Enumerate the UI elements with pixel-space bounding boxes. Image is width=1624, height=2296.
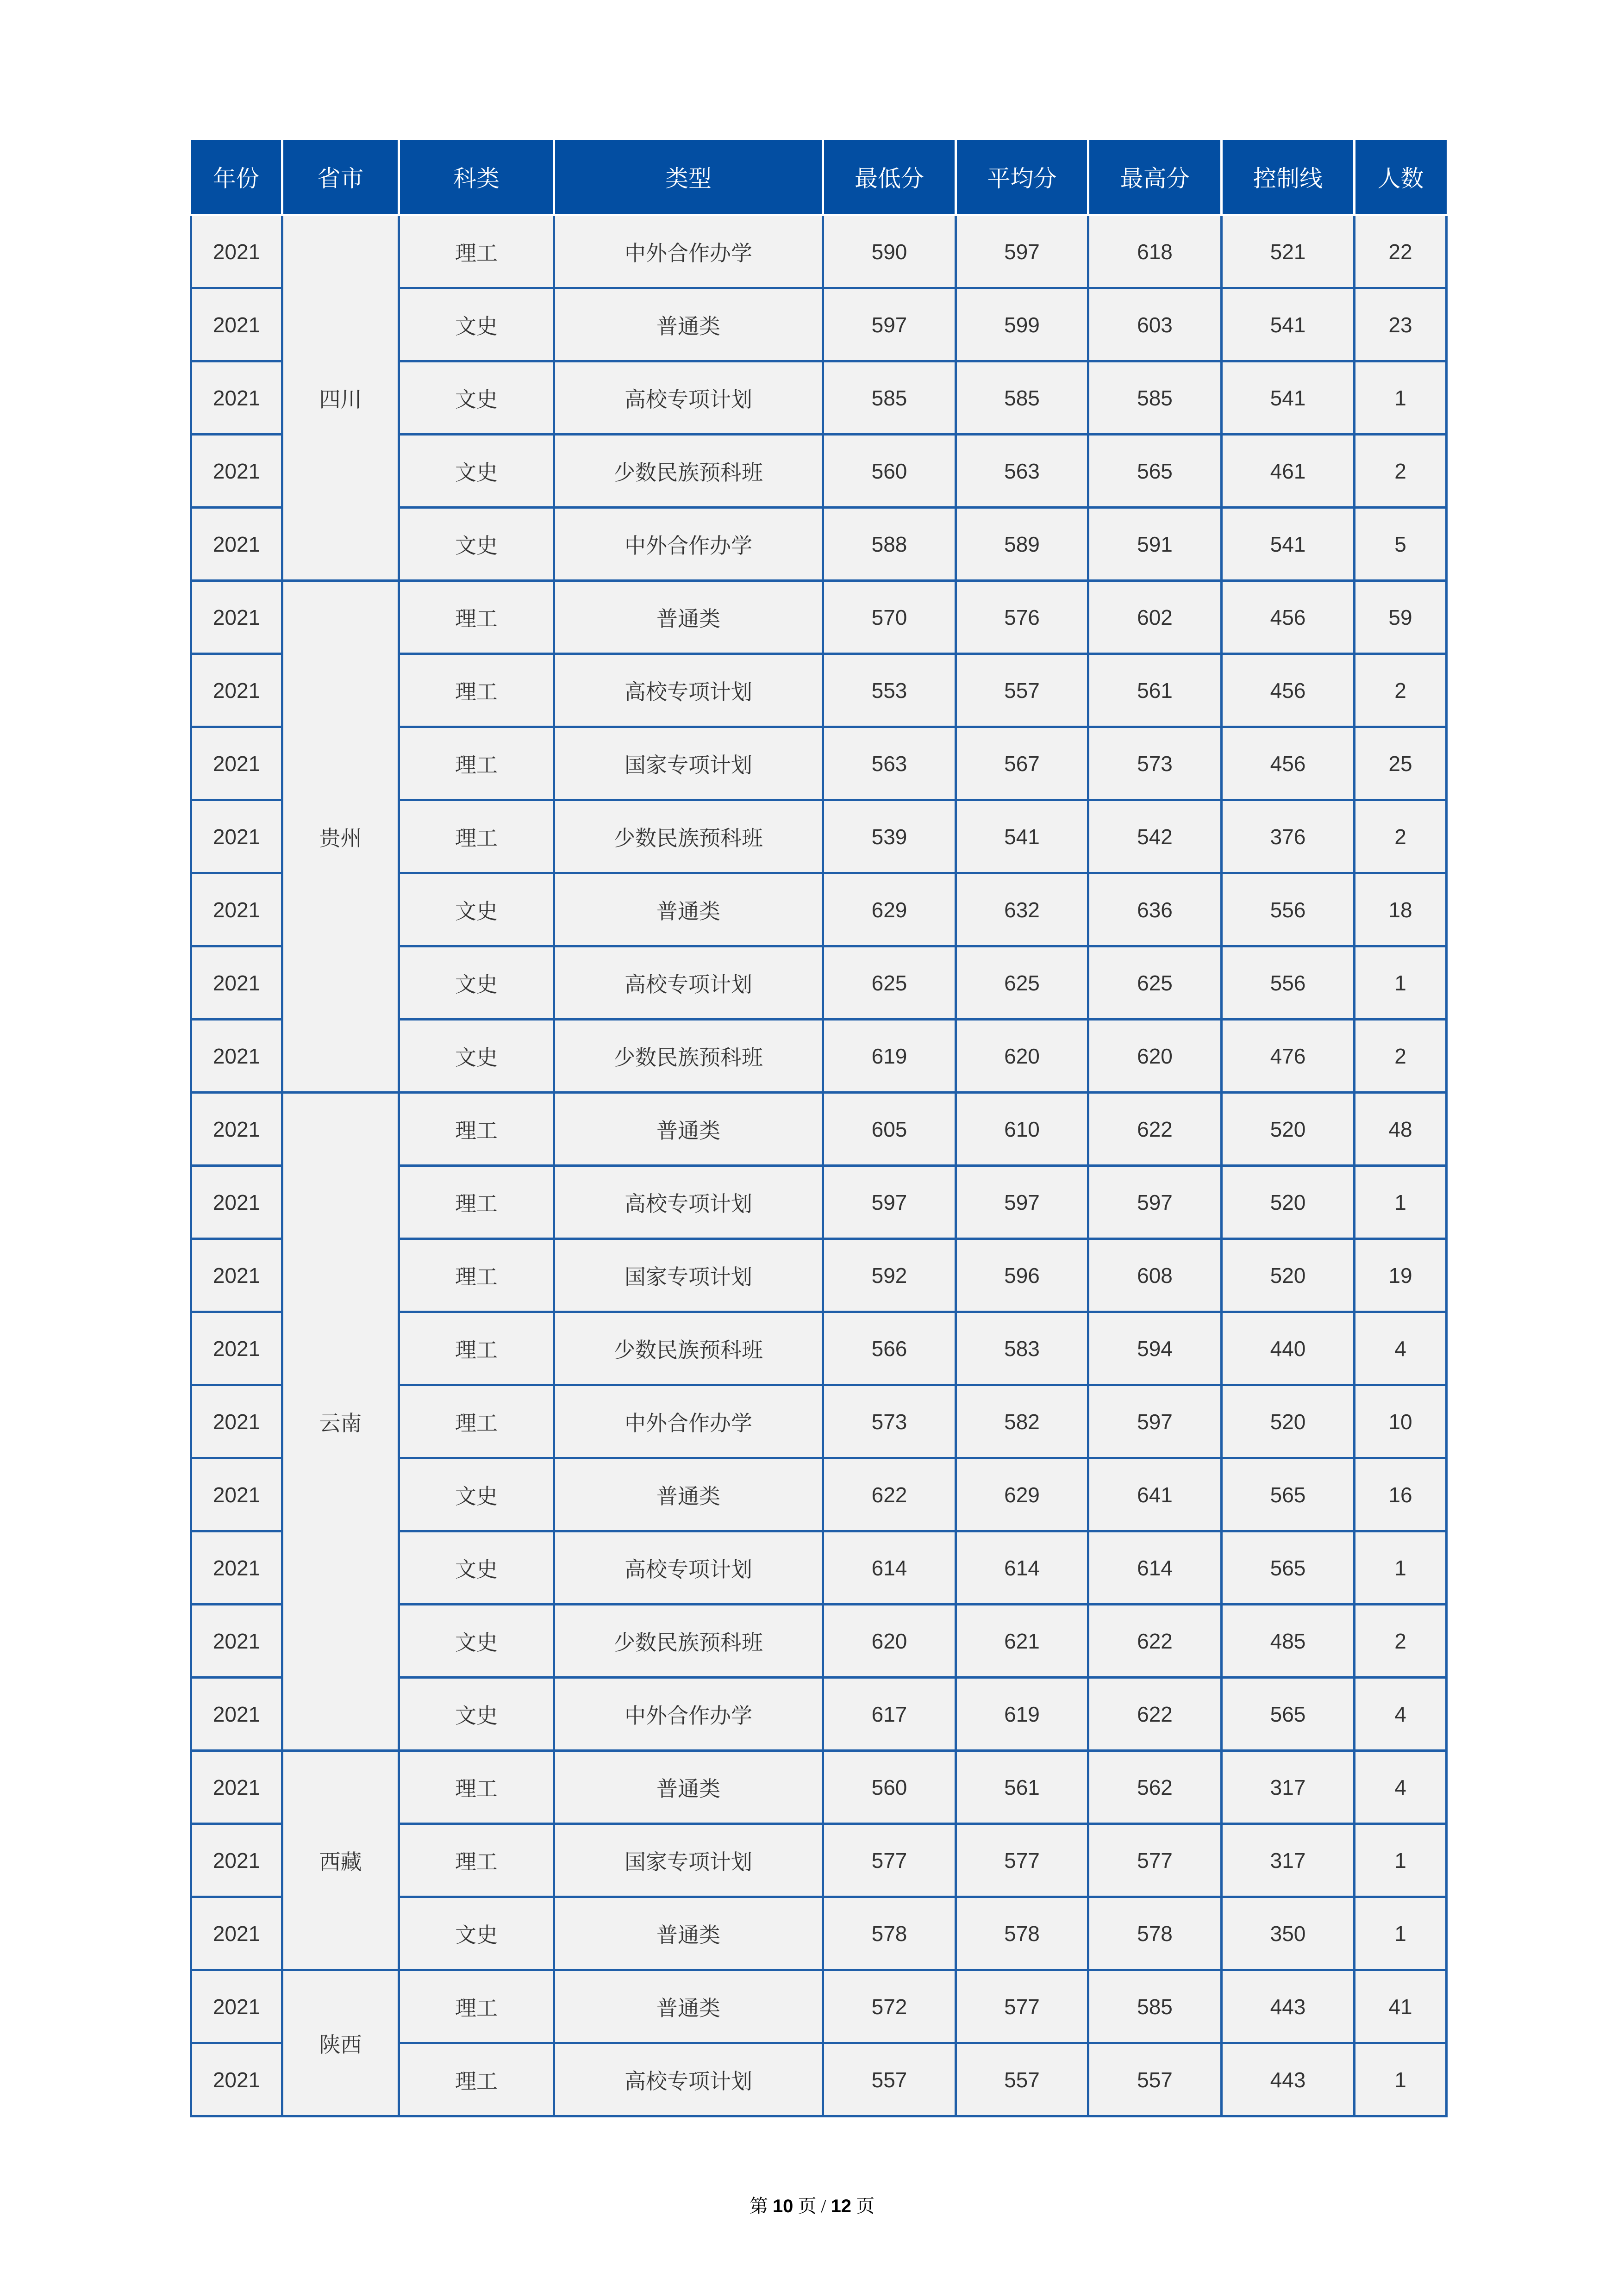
cell-avg-score: 610 xyxy=(956,1093,1088,1166)
cell-subject: 文史 xyxy=(399,508,554,581)
current-page-number: 10 xyxy=(772,2196,793,2216)
cell-count: 2 xyxy=(1355,1020,1447,1093)
cell-min-score: 553 xyxy=(823,654,956,727)
cell-min-score: 597 xyxy=(823,1166,956,1239)
cell-subject: 文史 xyxy=(399,946,554,1020)
cell-max-score: 597 xyxy=(1088,1166,1222,1239)
cell-min-score: 590 xyxy=(823,215,956,288)
cell-avg-score: 541 xyxy=(956,800,1088,873)
cell-year: 2021 xyxy=(191,2043,282,2116)
cell-control-line: 520 xyxy=(1222,1166,1355,1239)
cell-min-score: 597 xyxy=(823,288,956,361)
cell-year: 2021 xyxy=(191,1824,282,1897)
cell-count: 2 xyxy=(1355,435,1447,508)
cell-min-score: 614 xyxy=(823,1531,956,1605)
cell-year: 2021 xyxy=(191,1605,282,1678)
cell-min-score: 617 xyxy=(823,1678,956,1751)
cell-subject: 文史 xyxy=(399,1458,554,1531)
cell-year: 2021 xyxy=(191,1312,282,1385)
cell-max-score: 577 xyxy=(1088,1824,1222,1897)
cell-type: 国家专项计划 xyxy=(554,1239,823,1312)
cell-max-score: 557 xyxy=(1088,2043,1222,2116)
cell-min-score: 619 xyxy=(823,1020,956,1093)
cell-avg-score: 561 xyxy=(956,1751,1088,1824)
cell-control-line: 317 xyxy=(1222,1751,1355,1824)
cell-control-line: 565 xyxy=(1222,1531,1355,1605)
cell-type: 中外合作办学 xyxy=(554,1678,823,1751)
cell-subject: 理工 xyxy=(399,1824,554,1897)
cell-type: 中外合作办学 xyxy=(554,1385,823,1458)
cell-avg-score: 578 xyxy=(956,1897,1088,1970)
cell-max-score: 561 xyxy=(1088,654,1222,727)
cell-min-score: 577 xyxy=(823,1824,956,1897)
cell-min-score: 572 xyxy=(823,1970,956,2043)
cell-min-score: 557 xyxy=(823,2043,956,2116)
cell-count: 1 xyxy=(1355,361,1447,435)
cell-type: 普通类 xyxy=(554,1093,823,1166)
cell-avg-score: 614 xyxy=(956,1531,1088,1605)
cell-subject: 理工 xyxy=(399,1385,554,1458)
cell-count: 4 xyxy=(1355,1751,1447,1824)
cell-control-line: 565 xyxy=(1222,1678,1355,1751)
cell-year: 2021 xyxy=(191,873,282,946)
cell-year: 2021 xyxy=(191,727,282,800)
cell-max-score: 542 xyxy=(1088,800,1222,873)
cell-type: 少数民族预科班 xyxy=(554,1312,823,1385)
cell-avg-score: 582 xyxy=(956,1385,1088,1458)
footer-prefix: 第 xyxy=(749,2196,768,2216)
cell-avg-score: 589 xyxy=(956,508,1088,581)
cell-count: 23 xyxy=(1355,288,1447,361)
cell-min-score: 585 xyxy=(823,361,956,435)
cell-control-line: 520 xyxy=(1222,1093,1355,1166)
cell-type: 中外合作办学 xyxy=(554,215,823,288)
cell-max-score: 585 xyxy=(1088,1970,1222,2043)
cell-control-line: 350 xyxy=(1222,1897,1355,1970)
cell-count: 1 xyxy=(1355,946,1447,1020)
cell-year: 2021 xyxy=(191,800,282,873)
table-row xyxy=(191,1970,1447,2043)
cell-count: 1 xyxy=(1355,1166,1447,1239)
cell-max-score: 585 xyxy=(1088,361,1222,435)
cell-max-score: 641 xyxy=(1088,1458,1222,1531)
table-row xyxy=(191,581,1447,654)
cell-max-score: 622 xyxy=(1088,1678,1222,1751)
footer-middle: 页 / xyxy=(798,2196,826,2216)
cell-min-score: 592 xyxy=(823,1239,956,1312)
cell-year: 2021 xyxy=(191,946,282,1020)
cell-max-score: 614 xyxy=(1088,1531,1222,1605)
cell-count: 18 xyxy=(1355,873,1447,946)
cell-avg-score: 620 xyxy=(956,1020,1088,1093)
cell-min-score: 588 xyxy=(823,508,956,581)
cell-count: 16 xyxy=(1355,1458,1447,1531)
cell-subject: 理工 xyxy=(399,581,554,654)
cell-avg-score: 625 xyxy=(956,946,1088,1020)
cell-province: 云南 xyxy=(282,1093,399,1751)
table-header-row xyxy=(191,140,1447,215)
page-footer xyxy=(0,2191,1624,2218)
cell-count: 10 xyxy=(1355,1385,1447,1458)
cell-min-score: 566 xyxy=(823,1312,956,1385)
cell-avg-score: 597 xyxy=(956,215,1088,288)
cell-control-line: 541 xyxy=(1222,361,1355,435)
cell-min-score: 622 xyxy=(823,1458,956,1531)
cell-type: 国家专项计划 xyxy=(554,727,823,800)
cell-max-score: 602 xyxy=(1088,581,1222,654)
cell-avg-score: 599 xyxy=(956,288,1088,361)
table-row xyxy=(191,1751,1447,1824)
cell-count: 1 xyxy=(1355,1897,1447,1970)
cell-subject: 文史 xyxy=(399,1605,554,1678)
cell-count: 2 xyxy=(1355,1605,1447,1678)
cell-year: 2021 xyxy=(191,1897,282,1970)
cell-avg-score: 563 xyxy=(956,435,1088,508)
cell-year: 2021 xyxy=(191,581,282,654)
cell-type: 普通类 xyxy=(554,581,823,654)
cell-year: 2021 xyxy=(191,1020,282,1093)
cell-province: 陕西 xyxy=(282,1970,399,2116)
cell-control-line: 456 xyxy=(1222,727,1355,800)
cell-subject: 文史 xyxy=(399,1020,554,1093)
cell-min-score: 563 xyxy=(823,727,956,800)
cell-max-score: 608 xyxy=(1088,1239,1222,1312)
cell-count: 48 xyxy=(1355,1093,1447,1166)
cell-subject: 文史 xyxy=(399,873,554,946)
cell-count: 25 xyxy=(1355,727,1447,800)
cell-year: 2021 xyxy=(191,1531,282,1605)
cell-max-score: 618 xyxy=(1088,215,1222,288)
cell-max-score: 591 xyxy=(1088,508,1222,581)
cell-subject: 理工 xyxy=(399,2043,554,2116)
cell-max-score: 578 xyxy=(1088,1897,1222,1970)
cell-min-score: 560 xyxy=(823,1751,956,1824)
cell-year: 2021 xyxy=(191,1458,282,1531)
cell-year: 2021 xyxy=(191,361,282,435)
cell-control-line: 461 xyxy=(1222,435,1355,508)
cell-avg-score: 577 xyxy=(956,1824,1088,1897)
cell-type: 国家专项计划 xyxy=(554,1824,823,1897)
cell-avg-score: 577 xyxy=(956,1970,1088,2043)
cell-subject: 理工 xyxy=(399,1970,554,2043)
cell-avg-score: 557 xyxy=(956,2043,1088,2116)
cell-min-score: 605 xyxy=(823,1093,956,1166)
cell-count: 59 xyxy=(1355,581,1447,654)
cell-control-line: 317 xyxy=(1222,1824,1355,1897)
cell-max-score: 603 xyxy=(1088,288,1222,361)
cell-subject: 理工 xyxy=(399,1312,554,1385)
cell-count: 19 xyxy=(1355,1239,1447,1312)
cell-year: 2021 xyxy=(191,1239,282,1312)
cell-type: 中外合作办学 xyxy=(554,508,823,581)
admission-scores-table xyxy=(190,140,1448,2117)
header-control-line: 控制线 xyxy=(1222,140,1355,215)
header-avg-score: 平均分 xyxy=(956,140,1088,215)
header-year: 年份 xyxy=(191,140,282,215)
cell-max-score: 562 xyxy=(1088,1751,1222,1824)
cell-min-score: 578 xyxy=(823,1897,956,1970)
cell-type: 普通类 xyxy=(554,1897,823,1970)
cell-count: 4 xyxy=(1355,1312,1447,1385)
header-type: 类型 xyxy=(554,140,823,215)
cell-subject: 文史 xyxy=(399,435,554,508)
total-pages-number: 12 xyxy=(831,2196,852,2216)
cell-type: 普通类 xyxy=(554,1458,823,1531)
table-body xyxy=(191,215,1447,2116)
cell-subject: 理工 xyxy=(399,1166,554,1239)
cell-type: 普通类 xyxy=(554,1970,823,2043)
cell-type: 普通类 xyxy=(554,288,823,361)
table-row xyxy=(191,215,1447,288)
cell-year: 2021 xyxy=(191,1385,282,1458)
cell-control-line: 485 xyxy=(1222,1605,1355,1678)
cell-subject: 文史 xyxy=(399,1897,554,1970)
cell-control-line: 376 xyxy=(1222,800,1355,873)
cell-max-score: 622 xyxy=(1088,1093,1222,1166)
cell-min-score: 560 xyxy=(823,435,956,508)
cell-control-line: 541 xyxy=(1222,508,1355,581)
cell-type: 少数民族预科班 xyxy=(554,1605,823,1678)
cell-subject: 理工 xyxy=(399,215,554,288)
cell-year: 2021 xyxy=(191,288,282,361)
cell-year: 2021 xyxy=(191,215,282,288)
cell-subject: 理工 xyxy=(399,800,554,873)
cell-subject: 理工 xyxy=(399,1751,554,1824)
cell-avg-score: 632 xyxy=(956,873,1088,946)
cell-min-score: 539 xyxy=(823,800,956,873)
cell-control-line: 443 xyxy=(1222,1970,1355,2043)
cell-type: 高校专项计划 xyxy=(554,654,823,727)
cell-control-line: 521 xyxy=(1222,215,1355,288)
cell-count: 22 xyxy=(1355,215,1447,288)
cell-control-line: 556 xyxy=(1222,873,1355,946)
cell-count: 2 xyxy=(1355,800,1447,873)
cell-control-line: 456 xyxy=(1222,581,1355,654)
header-province: 省市 xyxy=(282,140,399,215)
cell-count: 1 xyxy=(1355,2043,1447,2116)
cell-province: 西藏 xyxy=(282,1751,399,1970)
cell-year: 2021 xyxy=(191,1678,282,1751)
cell-province: 四川 xyxy=(282,215,399,581)
cell-avg-score: 619 xyxy=(956,1678,1088,1751)
cell-subject: 理工 xyxy=(399,727,554,800)
cell-control-line: 443 xyxy=(1222,2043,1355,2116)
cell-count: 4 xyxy=(1355,1678,1447,1751)
cell-subject: 文史 xyxy=(399,288,554,361)
cell-max-score: 622 xyxy=(1088,1605,1222,1678)
cell-type: 普通类 xyxy=(554,1751,823,1824)
cell-control-line: 556 xyxy=(1222,946,1355,1020)
cell-control-line: 565 xyxy=(1222,1458,1355,1531)
cell-province: 贵州 xyxy=(282,581,399,1093)
cell-type: 少数民族预科班 xyxy=(554,435,823,508)
footer-suffix: 页 xyxy=(856,2196,875,2216)
header-max-score: 最高分 xyxy=(1088,140,1222,215)
header-subject: 科类 xyxy=(399,140,554,215)
cell-avg-score: 629 xyxy=(956,1458,1088,1531)
cell-control-line: 440 xyxy=(1222,1312,1355,1385)
cell-year: 2021 xyxy=(191,508,282,581)
cell-control-line: 456 xyxy=(1222,654,1355,727)
cell-avg-score: 597 xyxy=(956,1166,1088,1239)
cell-type: 高校专项计划 xyxy=(554,946,823,1020)
cell-subject: 理工 xyxy=(399,1093,554,1166)
header-count: 人数 xyxy=(1355,140,1447,215)
cell-max-score: 597 xyxy=(1088,1385,1222,1458)
cell-type: 高校专项计划 xyxy=(554,361,823,435)
cell-max-score: 636 xyxy=(1088,873,1222,946)
cell-type: 高校专项计划 xyxy=(554,2043,823,2116)
cell-avg-score: 621 xyxy=(956,1605,1088,1678)
cell-year: 2021 xyxy=(191,1751,282,1824)
cell-subject: 理工 xyxy=(399,1239,554,1312)
cell-avg-score: 583 xyxy=(956,1312,1088,1385)
cell-avg-score: 576 xyxy=(956,581,1088,654)
cell-max-score: 573 xyxy=(1088,727,1222,800)
table-row xyxy=(191,1093,1447,1166)
cell-min-score: 625 xyxy=(823,946,956,1020)
cell-avg-score: 567 xyxy=(956,727,1088,800)
cell-year: 2021 xyxy=(191,654,282,727)
cell-max-score: 565 xyxy=(1088,435,1222,508)
cell-avg-score: 557 xyxy=(956,654,1088,727)
cell-type: 少数民族预科班 xyxy=(554,1020,823,1093)
cell-subject: 理工 xyxy=(399,654,554,727)
cell-subject: 文史 xyxy=(399,1531,554,1605)
cell-subject: 文史 xyxy=(399,361,554,435)
cell-control-line: 520 xyxy=(1222,1385,1355,1458)
cell-subject: 文史 xyxy=(399,1678,554,1751)
cell-year: 2021 xyxy=(191,1093,282,1166)
cell-max-score: 594 xyxy=(1088,1312,1222,1385)
cell-min-score: 629 xyxy=(823,873,956,946)
cell-max-score: 620 xyxy=(1088,1020,1222,1093)
cell-control-line: 476 xyxy=(1222,1020,1355,1093)
cell-type: 高校专项计划 xyxy=(554,1166,823,1239)
cell-count: 1 xyxy=(1355,1824,1447,1897)
cell-min-score: 570 xyxy=(823,581,956,654)
cell-count: 5 xyxy=(1355,508,1447,581)
cell-avg-score: 585 xyxy=(956,361,1088,435)
cell-type: 高校专项计划 xyxy=(554,1531,823,1605)
cell-count: 2 xyxy=(1355,654,1447,727)
cell-type: 少数民族预科班 xyxy=(554,800,823,873)
cell-year: 2021 xyxy=(191,1970,282,2043)
cell-year: 2021 xyxy=(191,435,282,508)
cell-max-score: 625 xyxy=(1088,946,1222,1020)
cell-avg-score: 596 xyxy=(956,1239,1088,1312)
header-min-score: 最低分 xyxy=(823,140,956,215)
cell-min-score: 573 xyxy=(823,1385,956,1458)
cell-min-score: 620 xyxy=(823,1605,956,1678)
cell-type: 普通类 xyxy=(554,873,823,946)
cell-count: 41 xyxy=(1355,1970,1447,2043)
cell-count: 1 xyxy=(1355,1531,1447,1605)
cell-control-line: 520 xyxy=(1222,1239,1355,1312)
cell-control-line: 541 xyxy=(1222,288,1355,361)
cell-year: 2021 xyxy=(191,1166,282,1239)
